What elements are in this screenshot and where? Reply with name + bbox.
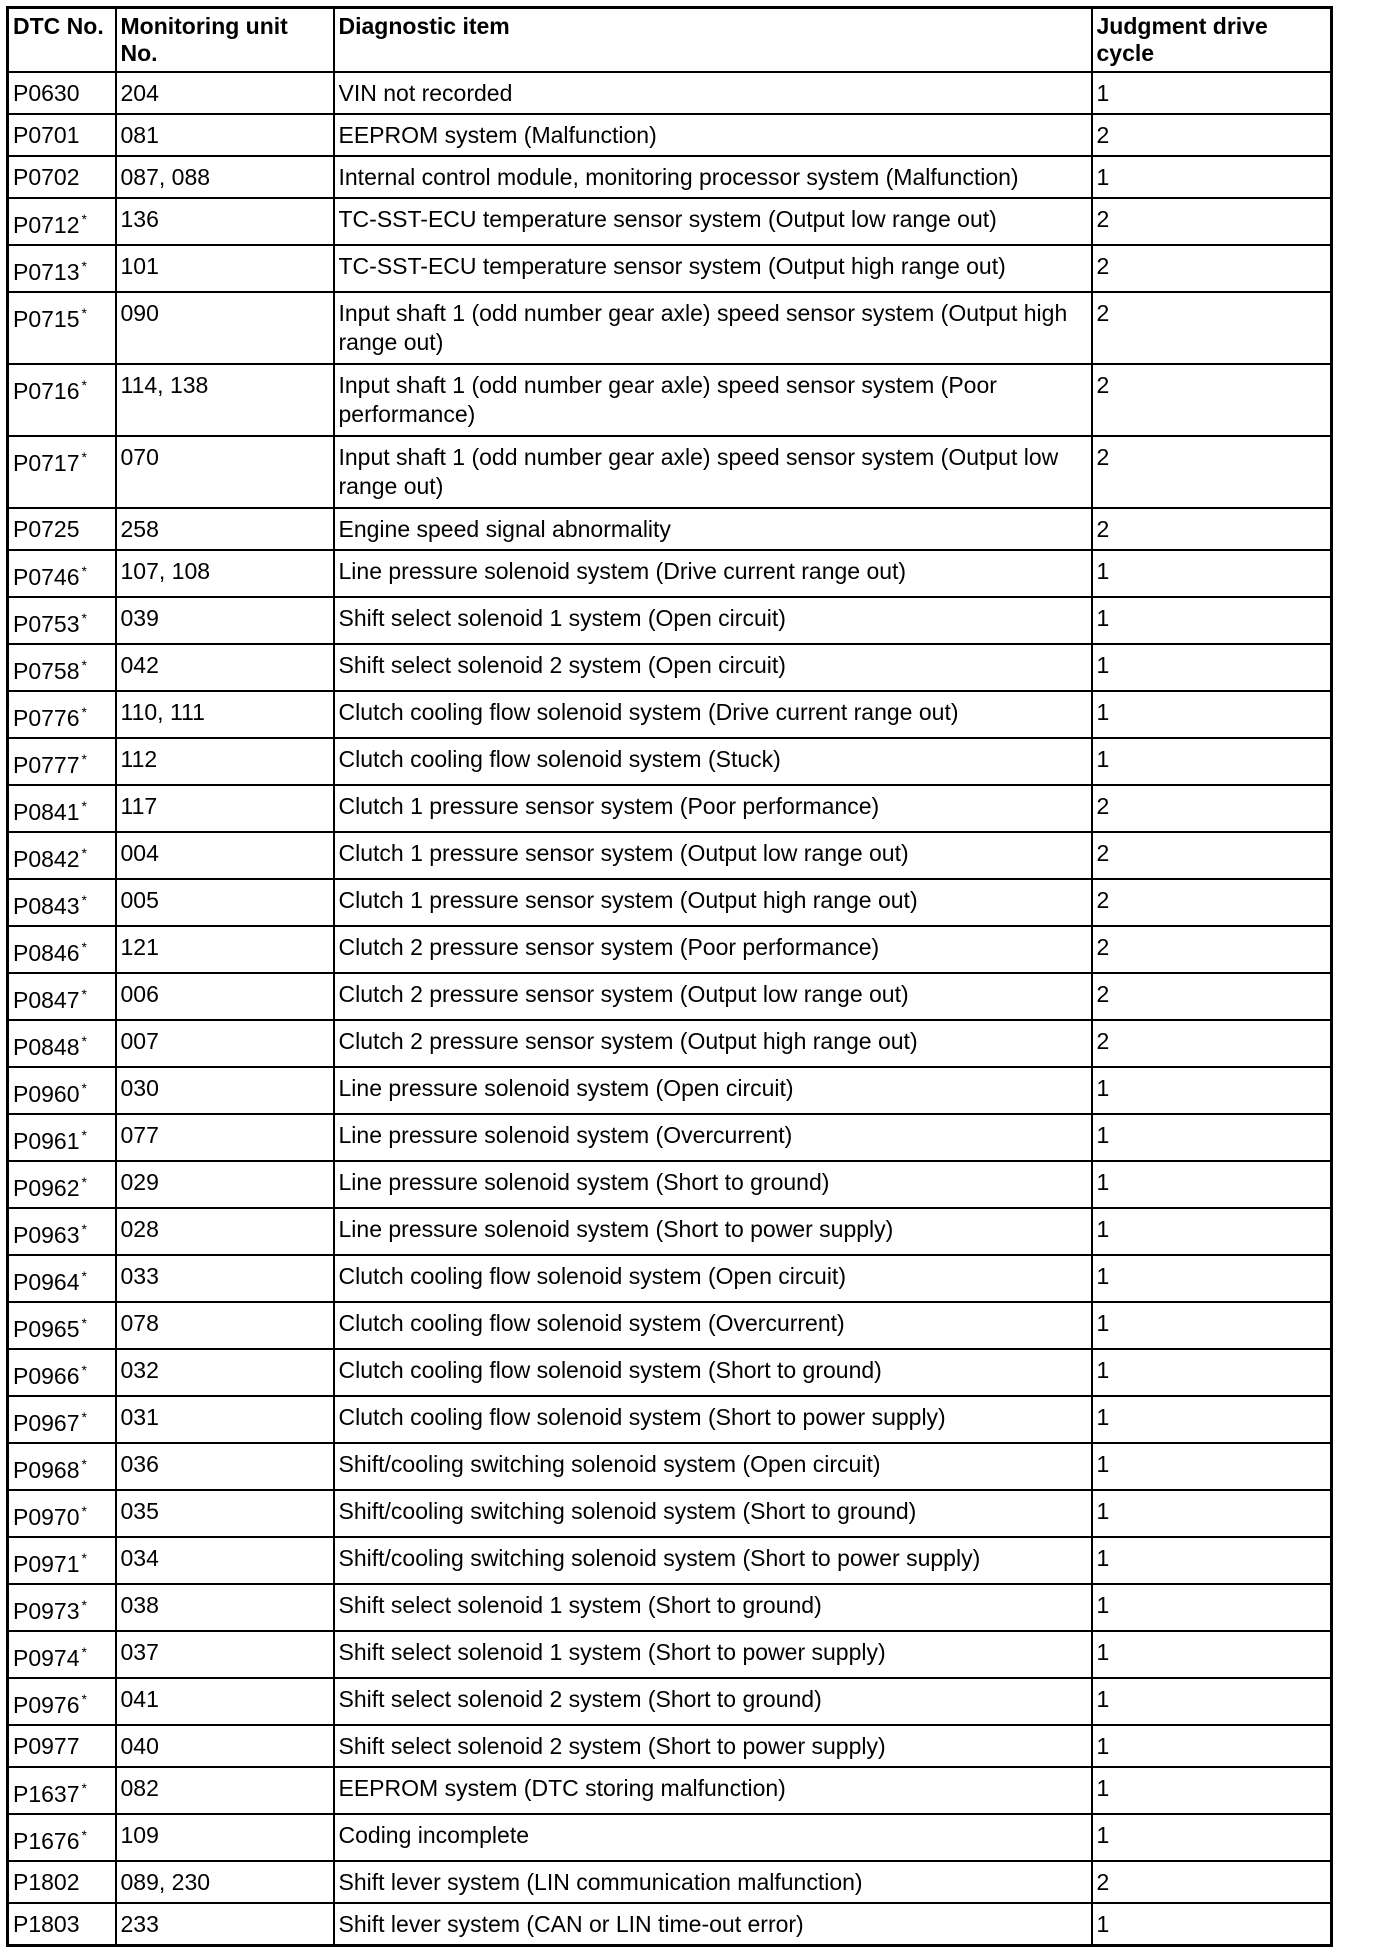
dtc-cell	[8, 597, 116, 644]
asterisk-mark: *	[81, 1268, 87, 1284]
asterisk-mark: *	[81, 657, 87, 673]
judgment-drive-cycle-cell: 2	[1092, 198, 1332, 245]
asterisk-mark: *	[81, 1033, 87, 1049]
dtc-cell	[8, 245, 116, 292]
judgment-drive-cycle-cell: 1	[1092, 550, 1332, 597]
header-dtc-no: DTC No.	[8, 8, 116, 73]
dtc-cell	[8, 292, 116, 364]
asterisk-mark: *	[81, 798, 87, 814]
diagnostic-item-cell: Shift select solenoid 2 system (Open circuit)	[334, 644, 1092, 691]
diagnostic-item-cell: Input shaft 1 (odd number gear axle) speed sensor system (Output high range out)	[334, 292, 1092, 364]
diagnostic-item-cell: Internal control module, monitoring processor system (Malfunction)	[334, 156, 1092, 198]
diagnostic-item-cell: Shift/cooling switching solenoid system (Open circuit)	[334, 1443, 1092, 1490]
dtc-code: P0713	[13, 259, 80, 285]
asterisk-mark: *	[81, 1691, 87, 1707]
dtc-code: P0702	[13, 164, 80, 190]
dtc-cell	[8, 1161, 116, 1208]
diagnostic-item-cell: Clutch cooling flow solenoid system (Drive current range out)	[334, 691, 1092, 738]
dtc-cell	[8, 72, 116, 114]
judgment-drive-cycle-cell: 2	[1092, 832, 1332, 879]
diagnostic-item-cell: Shift select solenoid 1 system (Short to ground)	[334, 1584, 1092, 1631]
table-row	[8, 1903, 1332, 1945]
dtc-code: P0758	[13, 658, 80, 684]
asterisk-mark: *	[81, 1362, 87, 1378]
monitoring-unit-cell: 110, 111	[116, 691, 334, 738]
table-row	[8, 156, 1332, 198]
dtc-cell	[8, 973, 116, 1020]
table-row	[8, 72, 1332, 114]
asterisk-mark: *	[81, 986, 87, 1002]
diagnostic-item-cell: Clutch 2 pressure sensor system (Output high range out)	[334, 1020, 1092, 1067]
judgment-drive-cycle-cell: 2	[1092, 364, 1332, 436]
asterisk-mark: *	[81, 449, 87, 465]
table-row	[8, 1725, 1332, 1767]
judgment-drive-cycle-cell: 2	[1092, 926, 1332, 973]
monitoring-unit-cell: 038	[116, 1584, 334, 1631]
table-row	[8, 1861, 1332, 1903]
judgment-drive-cycle-cell: 1	[1092, 691, 1332, 738]
dtc-code: P0973	[13, 1598, 80, 1624]
judgment-drive-cycle-cell: 2	[1092, 292, 1332, 364]
dtc-cell	[8, 1814, 116, 1861]
diagnostic-item-cell: Clutch 2 pressure sensor system (Output low range out)	[334, 973, 1092, 1020]
monitoring-unit-cell: 233	[116, 1903, 334, 1945]
monitoring-unit-cell: 028	[116, 1208, 334, 1255]
monitoring-unit-cell: 035	[116, 1490, 334, 1537]
diagnostic-item-cell: VIN not recorded	[334, 72, 1092, 114]
monitoring-unit-cell: 004	[116, 832, 334, 879]
monitoring-unit-cell: 112	[116, 738, 334, 785]
judgment-drive-cycle-cell: 2	[1092, 436, 1332, 508]
dtc-cell	[8, 156, 116, 198]
diagnostic-item-cell: Line pressure solenoid system (Drive current range out)	[334, 550, 1092, 597]
table-row	[8, 1208, 1332, 1255]
dtc-code: P0725	[13, 516, 80, 542]
judgment-drive-cycle-cell: 2	[1092, 1861, 1332, 1903]
monitoring-unit-cell: 032	[116, 1349, 334, 1396]
monitoring-unit-cell: 036	[116, 1443, 334, 1490]
dtc-code: P0976	[13, 1692, 80, 1718]
monitoring-unit-cell: 136	[116, 198, 334, 245]
dtc-code: P0963	[13, 1222, 80, 1248]
asterisk-mark: *	[81, 563, 87, 579]
monitoring-unit-cell: 034	[116, 1537, 334, 1584]
dtc-code: P0968	[13, 1457, 80, 1483]
table-row	[8, 1678, 1332, 1725]
table-row	[8, 879, 1332, 926]
table-row	[8, 832, 1332, 879]
diagnostic-item-cell: Line pressure solenoid system (Overcurrent)	[334, 1114, 1092, 1161]
dtc-code: P1802	[13, 1869, 80, 1895]
table-body	[8, 72, 1332, 1945]
dtc-code: P0847	[13, 987, 80, 1013]
asterisk-mark: *	[81, 1127, 87, 1143]
diagnostic-item-cell: Clutch cooling flow solenoid system (Overcurrent)	[334, 1302, 1092, 1349]
judgment-drive-cycle-cell: 1	[1092, 1302, 1332, 1349]
judgment-drive-cycle-cell: 2	[1092, 1020, 1332, 1067]
monitoring-unit-cell: 033	[116, 1255, 334, 1302]
judgment-drive-cycle-cell: 1	[1092, 1537, 1332, 1584]
header-diagnostic-item: Diagnostic item	[334, 8, 1092, 73]
asterisk-mark: *	[81, 258, 87, 274]
asterisk-mark: *	[81, 305, 87, 321]
table-row	[8, 1490, 1332, 1537]
dtc-cell	[8, 1255, 116, 1302]
judgment-drive-cycle-cell: 1	[1092, 644, 1332, 691]
asterisk-mark: *	[81, 1827, 87, 1843]
dtc-cell	[8, 1678, 116, 1725]
table-row	[8, 1767, 1332, 1814]
dtc-cell	[8, 644, 116, 691]
asterisk-mark: *	[81, 377, 87, 393]
table-row	[8, 1537, 1332, 1584]
table-row	[8, 1396, 1332, 1443]
monitoring-unit-cell: 117	[116, 785, 334, 832]
diagnostic-item-cell: TC-SST-ECU temperature sensor system (Output high range out)	[334, 245, 1092, 292]
dtc-code: P0776	[13, 705, 80, 731]
diagnostic-item-cell: Shift select solenoid 2 system (Short to power supply)	[334, 1725, 1092, 1767]
monitoring-unit-cell: 087, 088	[116, 156, 334, 198]
monitoring-unit-cell: 041	[116, 1678, 334, 1725]
asterisk-mark: *	[81, 1174, 87, 1190]
dtc-code: P0846	[13, 940, 80, 966]
monitoring-unit-cell: 030	[116, 1067, 334, 1114]
dtc-code: P0965	[13, 1316, 80, 1342]
table-header	[8, 8, 1332, 73]
dtc-code: P0701	[13, 122, 80, 148]
dtc-code: P0960	[13, 1081, 80, 1107]
diagnostic-item-cell: Clutch cooling flow solenoid system (Open circuit)	[334, 1255, 1092, 1302]
judgment-drive-cycle-cell: 1	[1092, 1396, 1332, 1443]
judgment-drive-cycle-cell: 1	[1092, 597, 1332, 644]
monitoring-unit-cell: 204	[116, 72, 334, 114]
asterisk-mark: *	[81, 1550, 87, 1566]
monitoring-unit-cell: 089, 230	[116, 1861, 334, 1903]
dtc-cell	[8, 1208, 116, 1255]
diagnostic-item-cell: Shift/cooling switching solenoid system (Short to ground)	[334, 1490, 1092, 1537]
dtc-code: P0977	[13, 1733, 80, 1759]
diagnostic-item-cell: Clutch 1 pressure sensor system (Poor performance)	[334, 785, 1092, 832]
dtc-cell	[8, 738, 116, 785]
dtc-cell	[8, 508, 116, 550]
diagnostic-item-cell: Clutch 2 pressure sensor system (Poor performance)	[334, 926, 1092, 973]
monitoring-unit-cell: 029	[116, 1161, 334, 1208]
monitoring-unit-cell: 040	[116, 1725, 334, 1767]
monitoring-unit-cell: 081	[116, 114, 334, 156]
judgment-drive-cycle-cell: 1	[1092, 1067, 1332, 1114]
diagnostic-item-cell: Shift/cooling switching solenoid system (Short to power supply)	[334, 1537, 1092, 1584]
judgment-drive-cycle-cell: 1	[1092, 1725, 1332, 1767]
monitoring-unit-cell: 090	[116, 292, 334, 364]
dtc-cell	[8, 1903, 116, 1945]
diagnostic-item-cell: Clutch cooling flow solenoid system (Short to power supply)	[334, 1396, 1092, 1443]
judgment-drive-cycle-cell: 1	[1092, 1814, 1332, 1861]
header-judgment-drive-cycle: Judgment drive cycle	[1092, 8, 1332, 73]
diagnostic-item-cell: EEPROM system (DTC storing malfunction)	[334, 1767, 1092, 1814]
judgment-drive-cycle-cell: 1	[1092, 1114, 1332, 1161]
diagnostic-item-cell: EEPROM system (Malfunction)	[334, 114, 1092, 156]
dtc-cell	[8, 691, 116, 738]
table-row	[8, 198, 1332, 245]
asterisk-mark: *	[81, 1503, 87, 1519]
dtc-cell	[8, 1020, 116, 1067]
dtc-code: P0970	[13, 1504, 80, 1530]
asterisk-mark: *	[81, 892, 87, 908]
monitoring-unit-cell: 031	[116, 1396, 334, 1443]
dtc-cell	[8, 1349, 116, 1396]
dtc-cell	[8, 1537, 116, 1584]
monitoring-unit-cell: 005	[116, 879, 334, 926]
dtc-cell	[8, 1631, 116, 1678]
table-row	[8, 1443, 1332, 1490]
dtc-code: P0961	[13, 1128, 80, 1154]
dtc-code: P0777	[13, 752, 80, 778]
monitoring-unit-cell: 006	[116, 973, 334, 1020]
dtc-cell	[8, 1725, 116, 1767]
monitoring-unit-cell: 078	[116, 1302, 334, 1349]
judgment-drive-cycle-cell: 1	[1092, 738, 1332, 785]
dtc-code: P1803	[13, 1911, 80, 1937]
dtc-code: P0717	[13, 450, 80, 476]
asterisk-mark: *	[81, 1644, 87, 1660]
asterisk-mark: *	[81, 1080, 87, 1096]
dtc-table-container	[6, 6, 1330, 1947]
monitoring-unit-cell: 007	[116, 1020, 334, 1067]
table-row	[8, 691, 1332, 738]
dtc-code: P0841	[13, 799, 80, 825]
asterisk-mark: *	[81, 1221, 87, 1237]
dtc-code: P0712	[13, 212, 80, 238]
judgment-drive-cycle-cell: 2	[1092, 973, 1332, 1020]
asterisk-mark: *	[81, 1780, 87, 1796]
diagnostic-item-cell: Clutch 1 pressure sensor system (Output low range out)	[334, 832, 1092, 879]
table-row	[8, 1067, 1332, 1114]
table-row	[8, 114, 1332, 156]
asterisk-mark: *	[81, 751, 87, 767]
table-row	[8, 364, 1332, 436]
dtc-code: P0964	[13, 1269, 80, 1295]
dtc-code: P0843	[13, 893, 80, 919]
dtc-code: P0974	[13, 1645, 80, 1671]
dtc-cell	[8, 1067, 116, 1114]
dtc-cell	[8, 198, 116, 245]
table-row	[8, 1255, 1332, 1302]
asterisk-mark: *	[81, 704, 87, 720]
dtc-code: P0753	[13, 611, 80, 637]
dtc-code: P1676	[13, 1828, 80, 1854]
diagnostic-item-cell: Input shaft 1 (odd number gear axle) speed sensor system (Output low range out)	[334, 436, 1092, 508]
table-row	[8, 1161, 1332, 1208]
dtc-cell	[8, 926, 116, 973]
dtc-code: P0962	[13, 1175, 80, 1201]
monitoring-unit-cell: 107, 108	[116, 550, 334, 597]
judgment-drive-cycle-cell: 2	[1092, 245, 1332, 292]
table-row	[8, 292, 1332, 364]
dtc-table	[6, 6, 1333, 1947]
judgment-drive-cycle-cell: 1	[1092, 1443, 1332, 1490]
asterisk-mark: *	[81, 610, 87, 626]
table-row	[8, 1584, 1332, 1631]
diagnostic-item-cell: Shift lever system (CAN or LIN time-out error)	[334, 1903, 1092, 1945]
dtc-code: P0630	[13, 80, 80, 106]
asterisk-mark: *	[81, 1409, 87, 1425]
diagnostic-item-cell: Coding incomplete	[334, 1814, 1092, 1861]
monitoring-unit-cell: 109	[116, 1814, 334, 1861]
asterisk-mark: *	[81, 1315, 87, 1331]
dtc-cell	[8, 550, 116, 597]
monitoring-unit-cell: 258	[116, 508, 334, 550]
dtc-code: P0715	[13, 306, 80, 332]
judgment-drive-cycle-cell: 1	[1092, 1903, 1332, 1945]
judgment-drive-cycle-cell: 1	[1092, 1678, 1332, 1725]
judgment-drive-cycle-cell: 2	[1092, 114, 1332, 156]
dtc-cell	[8, 1490, 116, 1537]
dtc-cell	[8, 1767, 116, 1814]
table-row	[8, 1114, 1332, 1161]
judgment-drive-cycle-cell: 1	[1092, 1208, 1332, 1255]
table-row	[8, 245, 1332, 292]
judgment-drive-cycle-cell: 1	[1092, 1631, 1332, 1678]
table-row	[8, 436, 1332, 508]
monitoring-unit-cell: 039	[116, 597, 334, 644]
dtc-cell	[8, 1114, 116, 1161]
diagnostic-item-cell: Clutch cooling flow solenoid system (Short to ground)	[334, 1349, 1092, 1396]
monitoring-unit-cell: 101	[116, 245, 334, 292]
table-row	[8, 973, 1332, 1020]
asterisk-mark: *	[81, 845, 87, 861]
dtc-cell	[8, 1861, 116, 1903]
judgment-drive-cycle-cell: 1	[1092, 1584, 1332, 1631]
asterisk-mark: *	[81, 211, 87, 227]
dtc-code: P0716	[13, 378, 80, 404]
dtc-code: P0967	[13, 1410, 80, 1436]
asterisk-mark: *	[81, 1456, 87, 1472]
judgment-drive-cycle-cell: 1	[1092, 156, 1332, 198]
judgment-drive-cycle-cell: 1	[1092, 1255, 1332, 1302]
asterisk-mark: *	[81, 1597, 87, 1613]
dtc-cell	[8, 785, 116, 832]
dtc-code: P0971	[13, 1551, 80, 1577]
table-row	[8, 508, 1332, 550]
dtc-cell	[8, 1396, 116, 1443]
dtc-cell	[8, 436, 116, 508]
monitoring-unit-cell: 114, 138	[116, 364, 334, 436]
dtc-cell	[8, 832, 116, 879]
table-row	[8, 1020, 1332, 1067]
dtc-code: P1637	[13, 1781, 80, 1807]
diagnostic-item-cell: Engine speed signal abnormality	[334, 508, 1092, 550]
judgment-drive-cycle-cell: 2	[1092, 879, 1332, 926]
dtc-cell	[8, 1584, 116, 1631]
diagnostic-item-cell: Line pressure solenoid system (Short to power supply)	[334, 1208, 1092, 1255]
dtc-cell	[8, 114, 116, 156]
table-row	[8, 550, 1332, 597]
judgment-drive-cycle-cell: 1	[1092, 1490, 1332, 1537]
monitoring-unit-cell: 070	[116, 436, 334, 508]
table-row	[8, 1349, 1332, 1396]
table-row	[8, 926, 1332, 973]
diagnostic-item-cell: Shift select solenoid 1 system (Short to power supply)	[334, 1631, 1092, 1678]
diagnostic-item-cell: Shift select solenoid 2 system (Short to ground)	[334, 1678, 1092, 1725]
header-row	[8, 8, 1332, 73]
table-row	[8, 1631, 1332, 1678]
diagnostic-item-cell: TC-SST-ECU temperature sensor system (Output low range out)	[334, 198, 1092, 245]
diagnostic-item-cell: Clutch 1 pressure sensor system (Output high range out)	[334, 879, 1092, 926]
asterisk-mark: *	[81, 939, 87, 955]
dtc-code: P0842	[13, 846, 80, 872]
table-row	[8, 644, 1332, 691]
table-row	[8, 1302, 1332, 1349]
monitoring-unit-cell: 082	[116, 1767, 334, 1814]
dtc-code: P0848	[13, 1034, 80, 1060]
table-row	[8, 597, 1332, 644]
table-row	[8, 785, 1332, 832]
table-row	[8, 738, 1332, 785]
monitoring-unit-cell: 077	[116, 1114, 334, 1161]
dtc-cell	[8, 364, 116, 436]
monitoring-unit-cell: 037	[116, 1631, 334, 1678]
monitoring-unit-cell: 042	[116, 644, 334, 691]
diagnostic-item-cell: Shift select solenoid 1 system (Open circuit)	[334, 597, 1092, 644]
judgment-drive-cycle-cell: 1	[1092, 1767, 1332, 1814]
diagnostic-item-cell: Input shaft 1 (odd number gear axle) speed sensor system (Poor performance)	[334, 364, 1092, 436]
dtc-cell	[8, 879, 116, 926]
monitoring-unit-cell: 121	[116, 926, 334, 973]
judgment-drive-cycle-cell: 1	[1092, 1161, 1332, 1208]
diagnostic-item-cell: Line pressure solenoid system (Short to ground)	[334, 1161, 1092, 1208]
dtc-cell	[8, 1302, 116, 1349]
diagnostic-item-cell: Line pressure solenoid system (Open circuit)	[334, 1067, 1092, 1114]
diagnostic-item-cell: Clutch cooling flow solenoid system (Stuck)	[334, 738, 1092, 785]
diagnostic-item-cell: Shift lever system (LIN communication malfunction)	[334, 1861, 1092, 1903]
header-monitoring-unit-no: Monitoring unit No.	[116, 8, 334, 73]
dtc-code: P0746	[13, 564, 80, 590]
judgment-drive-cycle-cell: 1	[1092, 72, 1332, 114]
dtc-code: P0966	[13, 1363, 80, 1389]
judgment-drive-cycle-cell: 2	[1092, 508, 1332, 550]
judgment-drive-cycle-cell: 2	[1092, 785, 1332, 832]
table-row	[8, 1814, 1332, 1861]
judgment-drive-cycle-cell: 1	[1092, 1349, 1332, 1396]
dtc-cell	[8, 1443, 116, 1490]
